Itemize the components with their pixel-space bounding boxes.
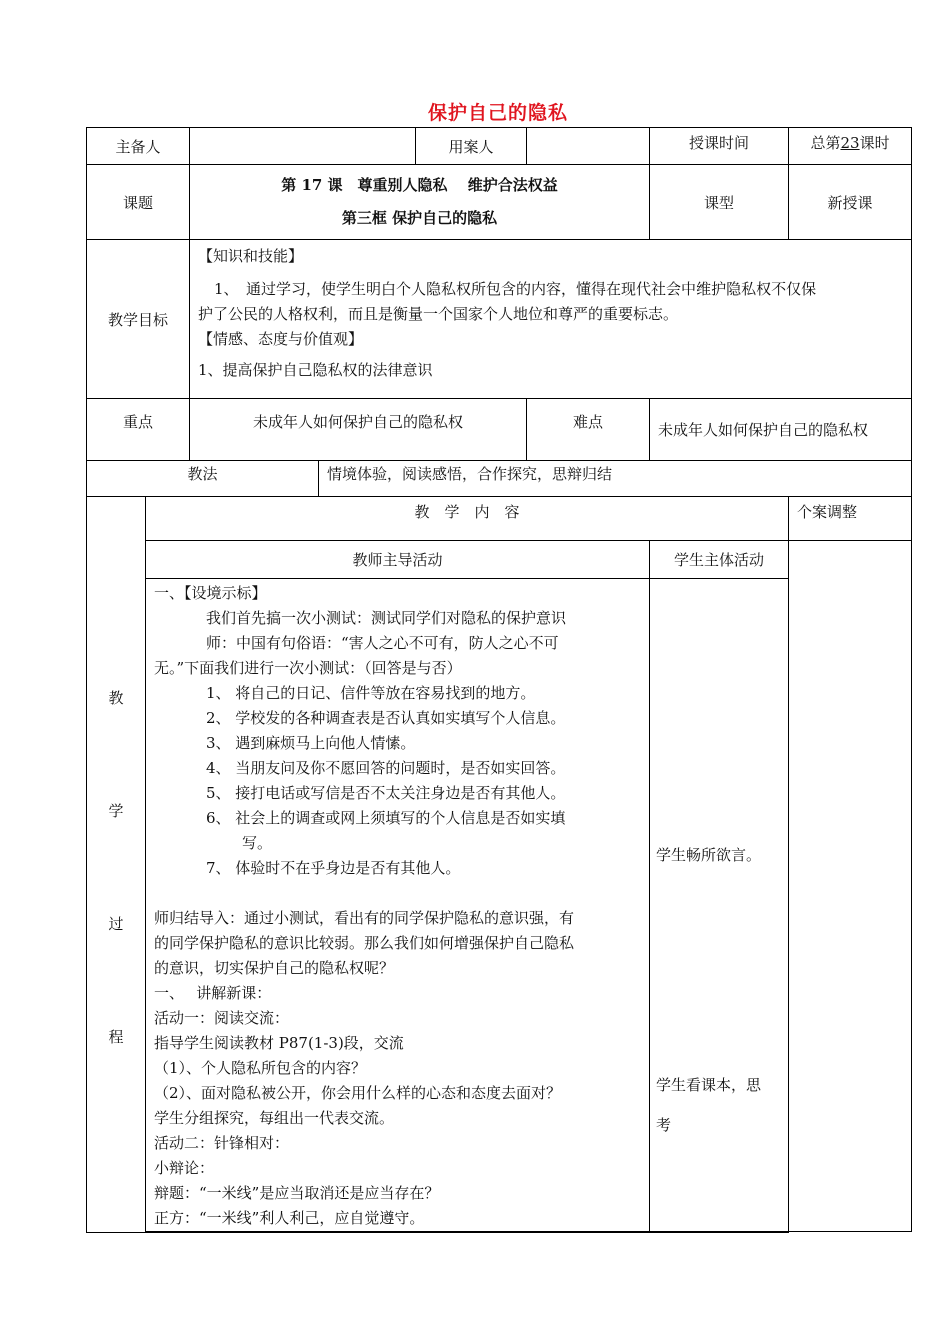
difficulty-label: 难点 (527, 399, 650, 461)
teacher-line: 1、 将自己的日记、信件等放在容易找到的地方。 (206, 684, 536, 702)
method-value: 情境体验，阅读感悟，合作探究，思辩归结 (319, 461, 912, 497)
teacher-line: 辩题：“一米线”是应当取消还是应当存在？ (154, 1184, 440, 1202)
teacher-line: 3、 遇到麻烦马上向他人情愫。 (206, 734, 416, 752)
lesson-plan-table (86, 127, 912, 1233)
time-label: 授课时间 (650, 128, 789, 165)
teacher-line: 指导学生阅读教材 P87(1-3)段，交流 (154, 1034, 404, 1052)
key-point-value: 未成年人如何保护自己的隐私权 (190, 399, 527, 461)
adjust-header: 个案调整 (789, 497, 912, 541)
period-prefix: 总第 (810, 134, 841, 152)
teacher-line: 4、 当朋友问及你不愿回答的问题时，是否如实回答。 (206, 759, 566, 777)
student-note-2 (656, 1065, 788, 1145)
student-note-2-line-2: 考 (656, 1116, 672, 1134)
teacher-line: 5、 接打电话或写信是否不太关注身边是否有其他人。 (206, 784, 566, 802)
teacher-line: 的同学保护隐私的意识比较弱。那么我们如何增强保护自己隐私 (154, 934, 575, 952)
lesson-type-label: 课型 (650, 165, 789, 240)
side-char-4: 程 (108, 1028, 124, 1046)
side-char-3: 过 (108, 915, 124, 933)
method-label: 教法 (87, 461, 319, 497)
teacher-line: 写。 (242, 834, 273, 852)
period-suffix: 课时 (859, 134, 890, 152)
objectives-label: 教学目标 (87, 240, 190, 399)
objectives-heading-values: 【情感、态度与价值观】 (198, 330, 364, 348)
teacher-line: 活动一：阅读交流： (154, 1009, 290, 1027)
objective-item-1-line-2: 护了公民的人格权利，而且是衡量一个国家个人地位和尊严的重要标志。 (198, 305, 679, 323)
objectives-heading-knowledge: 【知识和技能】 (198, 247, 304, 265)
side-char-2: 学 (108, 802, 124, 820)
adjust-column (789, 541, 912, 1232)
student-activity-content (650, 579, 789, 1232)
teacher-line: 一、 讲解新课： (154, 984, 272, 1002)
teacher-line: 学生分组探究，每组出一代表交流。 (154, 1109, 395, 1127)
objective-item-2: 1、提高保护自己隐私权的法律意识 (198, 361, 433, 379)
teacher-line-blank (154, 881, 641, 906)
side-char-1: 教 (108, 689, 124, 707)
teacher-line: 活动二：针锋相对： (154, 1134, 290, 1152)
teacher-line: 小辩论： (154, 1159, 215, 1177)
student-note-1: 学生畅所欲言。 (656, 846, 762, 864)
objective-item-1-line-1: 1、 通过学习，使学生明白个人隐私权所包含的内容，懂得在现代社会中维护隐私权不仅保 (214, 280, 817, 298)
teacher-line: 师归结导入：通过小测试，看出有的同学保护隐私的意识强，有 (154, 909, 575, 927)
student-activity-header: 学生主体活动 (650, 541, 789, 579)
teacher-line: 6、 社会上的调查或网上须填写的个人信息是否如实填 (206, 809, 566, 827)
teacher-line: 我们首先搞一次小测试：测试同学们对隐私的保护意识 (206, 609, 567, 627)
topic-line-1: 第 17 课 尊重别人隐私 维护合法权益 (281, 176, 558, 194)
teacher-activity-content (146, 579, 650, 1232)
difficulty-value: 未成年人如何保护自己的隐私权 (650, 399, 912, 461)
period-number: 23 (840, 134, 860, 152)
content-header: 教 学 内 容 (146, 497, 789, 541)
process-side-label (87, 497, 146, 1233)
teacher-line: 的意识，切实保护自己的隐私权呢？ (154, 959, 395, 977)
student-note-2-line-1: 学生看课本，思 (656, 1076, 762, 1094)
teacher-line: 师：中国有句俗语：“害人之心不可有，防人之心不可 (206, 634, 559, 652)
teacher-line: 无。”下面我们进行一次小测试：（回答是与否） (154, 659, 462, 677)
preparer-value (190, 128, 416, 165)
teacher-line: 正方：“一米线”利人利己，应自觉遵守。 (154, 1209, 425, 1227)
user-label: 用案人 (416, 128, 527, 165)
teacher-line: （1）、个人隐私所包含的内容？ (154, 1059, 367, 1077)
teacher-activity-header: 教师主导活动 (146, 541, 650, 579)
teacher-line: （2）、面对隐私被公开，你会用什么样的心态和态度去面对？ (154, 1084, 562, 1102)
teacher-line: 一、【设境示标】 (154, 584, 267, 602)
objectives-content (190, 240, 912, 399)
teacher-line: 7、 体验时不在乎身边是否有其他人。 (206, 859, 461, 877)
key-point-label: 重点 (87, 399, 190, 461)
teacher-line: 2、 学校发的各种调查表是否认真如实填写个人信息。 (206, 709, 566, 727)
document-title: 保护自己的隐私 (427, 102, 568, 124)
preparer-label: 主备人 (87, 128, 190, 165)
topic-line-2: 第三框 保护自己的隐私 (341, 209, 498, 227)
lesson-type-value: 新授课 (789, 165, 912, 240)
topic-label: 课题 (87, 165, 190, 240)
period-cell (789, 128, 912, 165)
user-value (527, 128, 650, 165)
topic-title (190, 165, 650, 240)
